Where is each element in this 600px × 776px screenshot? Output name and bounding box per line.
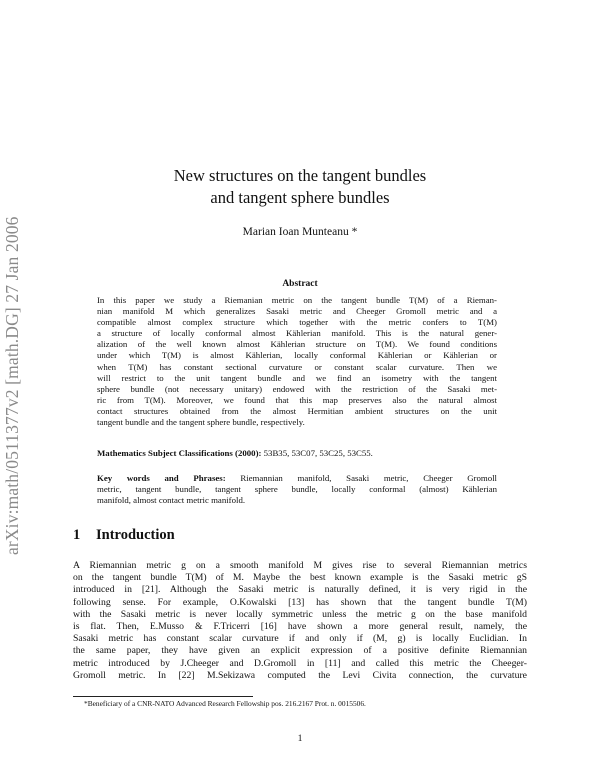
abstract-line: contact structures obtained from the almost Hermitian ambient structures on the unit	[97, 405, 497, 416]
msc-label: Mathematics Subject Classifications (2000):	[97, 448, 262, 458]
abstract-line: In this paper we study a Riemanian metric on the tangent bundle T(M) of a Rieman-	[97, 295, 497, 305]
abstract-body	[97, 295, 497, 428]
body-line: introduced in [21]. Although the Sasaki metric is naturally defined, it is very rigid in the	[73, 584, 527, 596]
body-line: Gromoll metric. In [22] M.Sekizawa computed the Levi Civita connection, the curvature	[73, 669, 527, 681]
abstract-line: ric from T(M). Moreover, we found that this map preserves also the natural almost	[97, 394, 497, 405]
msc-classification	[97, 448, 497, 459]
paper-title-line-2: and tangent sphere bundles	[210, 188, 390, 207]
footnote-rule	[73, 696, 253, 697]
abstract-line: under which T(M) is almost Kählerian, locally conformal Kählerian or Kählerian or	[97, 350, 497, 361]
paper-title-line-1: New structures on the tangent bundles	[173, 166, 427, 185]
introduction-body	[73, 560, 527, 682]
abstract-heading: Abstract	[282, 279, 318, 289]
body-line: following sense. For example, O.Kowalski [13] has shown that the tangent bundle T(M)	[73, 596, 527, 608]
keywords-text: Riemannian manifold, Sasaki metric, Cheeger Gromoll	[240, 473, 497, 483]
page-number: 1	[297, 733, 303, 744]
body-line: the same paper, they have given an explicit expression of a positive definite Riemannian	[73, 645, 527, 657]
arxiv-identifier: arXiv:math/0511377v2 [math.DG] 27 Jan 2006	[2, 216, 22, 555]
body-line: A Riemannian metric g on a smooth manifold M gives rise to several Riemannian metrics	[73, 560, 527, 571]
abstract-line: will restrict to the unit tangent bundle and we find an isometry with the tangent	[97, 372, 497, 383]
section-heading-introduction	[73, 527, 175, 544]
author-name: Marian Ioan Munteanu *	[242, 226, 358, 238]
body-line: on the tangent bundle T(M) of M. Maybe the best known example is the Sasaki metric gS	[73, 572, 527, 584]
keywords-label: Key words and Phrases:	[97, 473, 226, 483]
abstract-line: compatible almost complex structure which together with the metric confers to T(M)	[97, 317, 497, 328]
abstract-line: tangent bundle and the tangent sphere bundle, respectively.	[97, 417, 305, 428]
body-line: with the Sasaki metric is never locally symmetric unless the metric g on the base manifold	[73, 608, 527, 620]
body-line: metric introduced by J.Cheeger and D.Gromoll in [11] and called this metric the Cheeger-	[73, 657, 527, 669]
body-line: Sasaki metric has constant scalar curvature if and only if (M, g) is locally Euclidian. In	[73, 633, 527, 645]
abstract-line: a structure of locally conformal almost Kählerian manifold. This is the natural gener-	[97, 328, 497, 339]
body-line: is flat. Then, E.Musso & F.Tricerri [16] have shown a more general result, namely, the	[73, 621, 527, 633]
section-number: 1	[73, 527, 81, 543]
keywords-line: manifold, almost contact metric manifold.	[97, 495, 246, 506]
section-title: Introduction	[96, 527, 175, 543]
abstract-line: nian manifold M which generalizes Sasaki metric and Cheeger Gromoll metric and a	[97, 306, 497, 317]
msc-codes: 53B35, 53C07, 53C25, 53C55.	[263, 448, 373, 458]
abstract-line: sphere bundle (not necessary unitary) endowed with the restriction of the Sasaki met-	[97, 383, 497, 394]
keywords-line: metric, tangent bundle, tangent sphere bundle, locally conformal (almost) Kählerian	[97, 484, 497, 495]
abstract-line: alization of the well known almost Kählerian structure on T(M). We found conditions	[97, 339, 497, 350]
keywords-block	[97, 473, 497, 506]
footnote: *Beneficiary of a CNR-NATO Advanced Research Fellowship pos. 216.2167 Prot. n. 0015506.	[84, 699, 366, 708]
abstract-line: when T(M) has constant sectional curvature or constant scalar curvature. Then we	[97, 361, 497, 372]
